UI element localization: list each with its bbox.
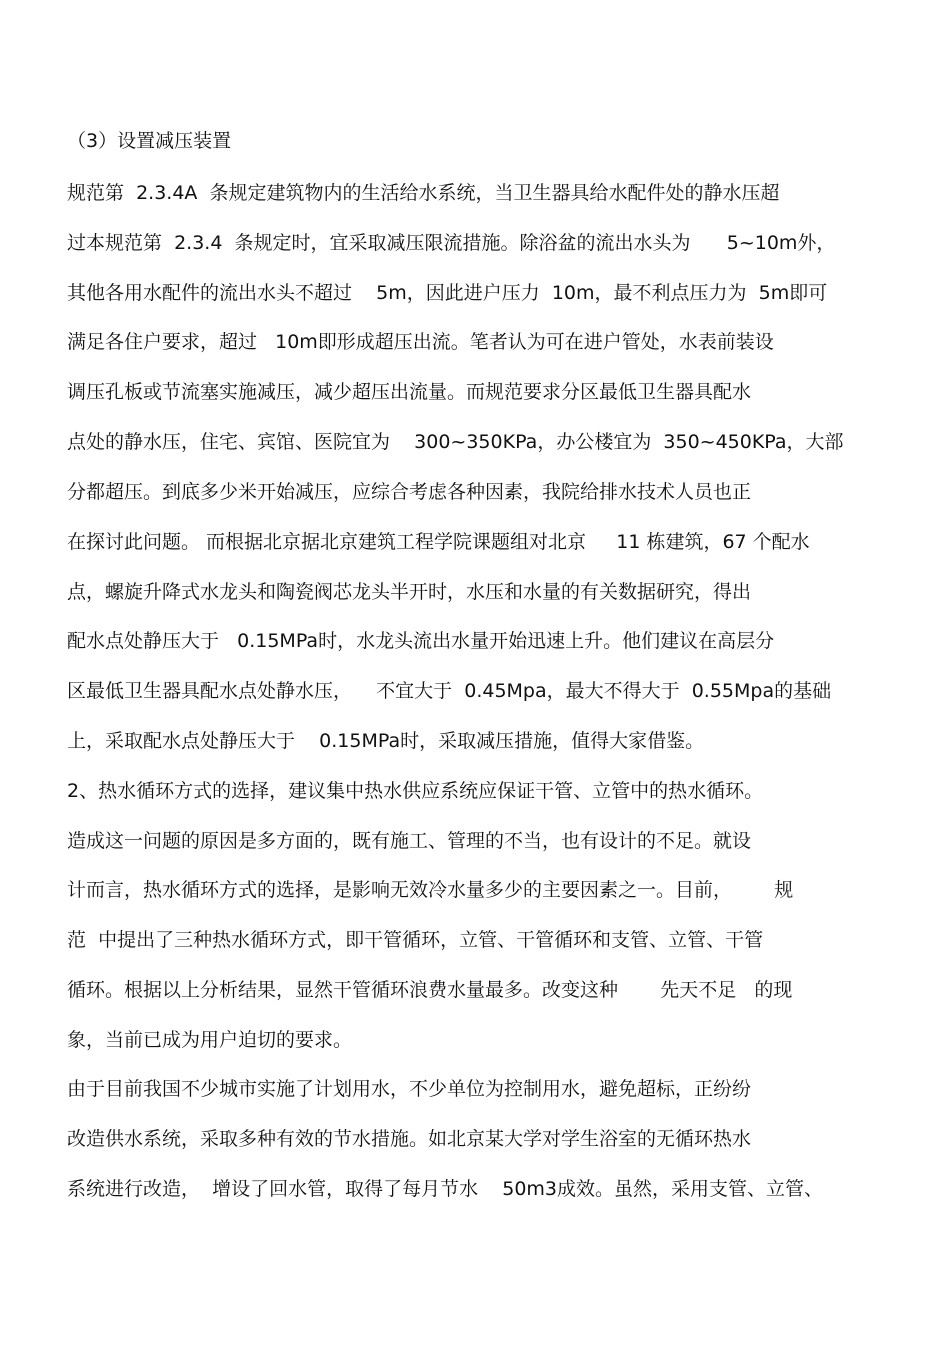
paragraph-line: 区最低卫生器具配水点处静水压， 不宜大于 0.45Mpa，最大不得大于 0.55Mpa的基础 [67, 680, 832, 702]
paragraph-line: 配水点处静压大于 0.15MPa时，水龙头流出水量开始迅速上升。他们建议在高层分 [67, 630, 775, 652]
paragraph-line: 点处的静水压，住宅、宾馆、医院宜为 300~350KPa，办公楼宜为 350~450KPa，大部 [67, 431, 844, 453]
paragraph-line: 范 中提出了三种热水循环方式，即干管循环，立管、干管循环和支管、立管、干管 [67, 929, 764, 951]
paragraph-line: 2、热水循环方式的选择，建议集中热水供应系统应保证干管、立管中的热水循环。 [67, 780, 764, 802]
paragraph-line: 上，采取配水点处静压大于 0.15MPa时，采取减压措施，值得大家借鉴。 [67, 730, 705, 752]
paragraph-line: 满足各住户要求，超过 10m即形成超压出流。笔者认为可在进户管处，水表前装设 [67, 331, 774, 353]
paragraph-line: 在探讨此问题。 而根据北京据北京建筑工程学院课题组对北京 11 栋建筑，67 个配水 [67, 531, 810, 553]
paragraph-line: 系统进行改造， 增设了回水管，取得了每月节水 50m3成效。虽然，采用支管、立管、 [67, 1178, 824, 1200]
paragraph-line: 改造供水系统，采取多种有效的节水措施。如北京某大学对学生浴室的无循环热水 [67, 1128, 752, 1150]
section-heading: （3）设置减压装置 [67, 130, 232, 152]
paragraph-line: 分都超压。到底多少米开始减压，应综合考虑各种因素，我院给排水技术人员也正 [67, 481, 752, 503]
paragraph-line: 其他各用水配件的流出水头不超过 5m，因此进户压力 10m，最不利点压力为 5m即可 [67, 282, 828, 304]
paragraph-line: 过本规范第 2.3.4 条规定时，宜采取减压限流措施。除浴盆的流出水头为 5~10m外， [67, 232, 836, 254]
paragraph-line: 造成这一问题的原因是多方面的，既有施工、管理的不当，也有设计的不足。就设 [67, 830, 752, 852]
paragraph-line: 调压孔板或节流塞实施减压，减少超压出流量。而规范要求分区最低卫生器具配水 [67, 381, 752, 403]
paragraph-line: 规范第 2.3.4A 条规定建筑物内的生活给水系统，当卫生器具给水配件处的静水压超 [67, 182, 780, 204]
paragraph-line: 由于目前我国不少城市实施了计划用水，不少单位为控制用水，避免超标，正纷纷 [67, 1078, 752, 1100]
paragraph-line: 象，当前已成为用户迫切的要求。 [67, 1029, 353, 1051]
paragraph-line: 循环。根据以上分析结果，显然干管循环浪费水量最多。改变这种 先天不足 的现 [67, 979, 793, 1001]
paragraph-line: 点，螺旋升降式水龙头和陶瓷阀芯龙头半开时，水压和水量的有关数据研究，得出 [67, 581, 752, 603]
paragraph-line: 计而言，热水循环方式的选择，是影响无效冷水量多少的主要因素之一。目前， 规 [67, 879, 794, 901]
